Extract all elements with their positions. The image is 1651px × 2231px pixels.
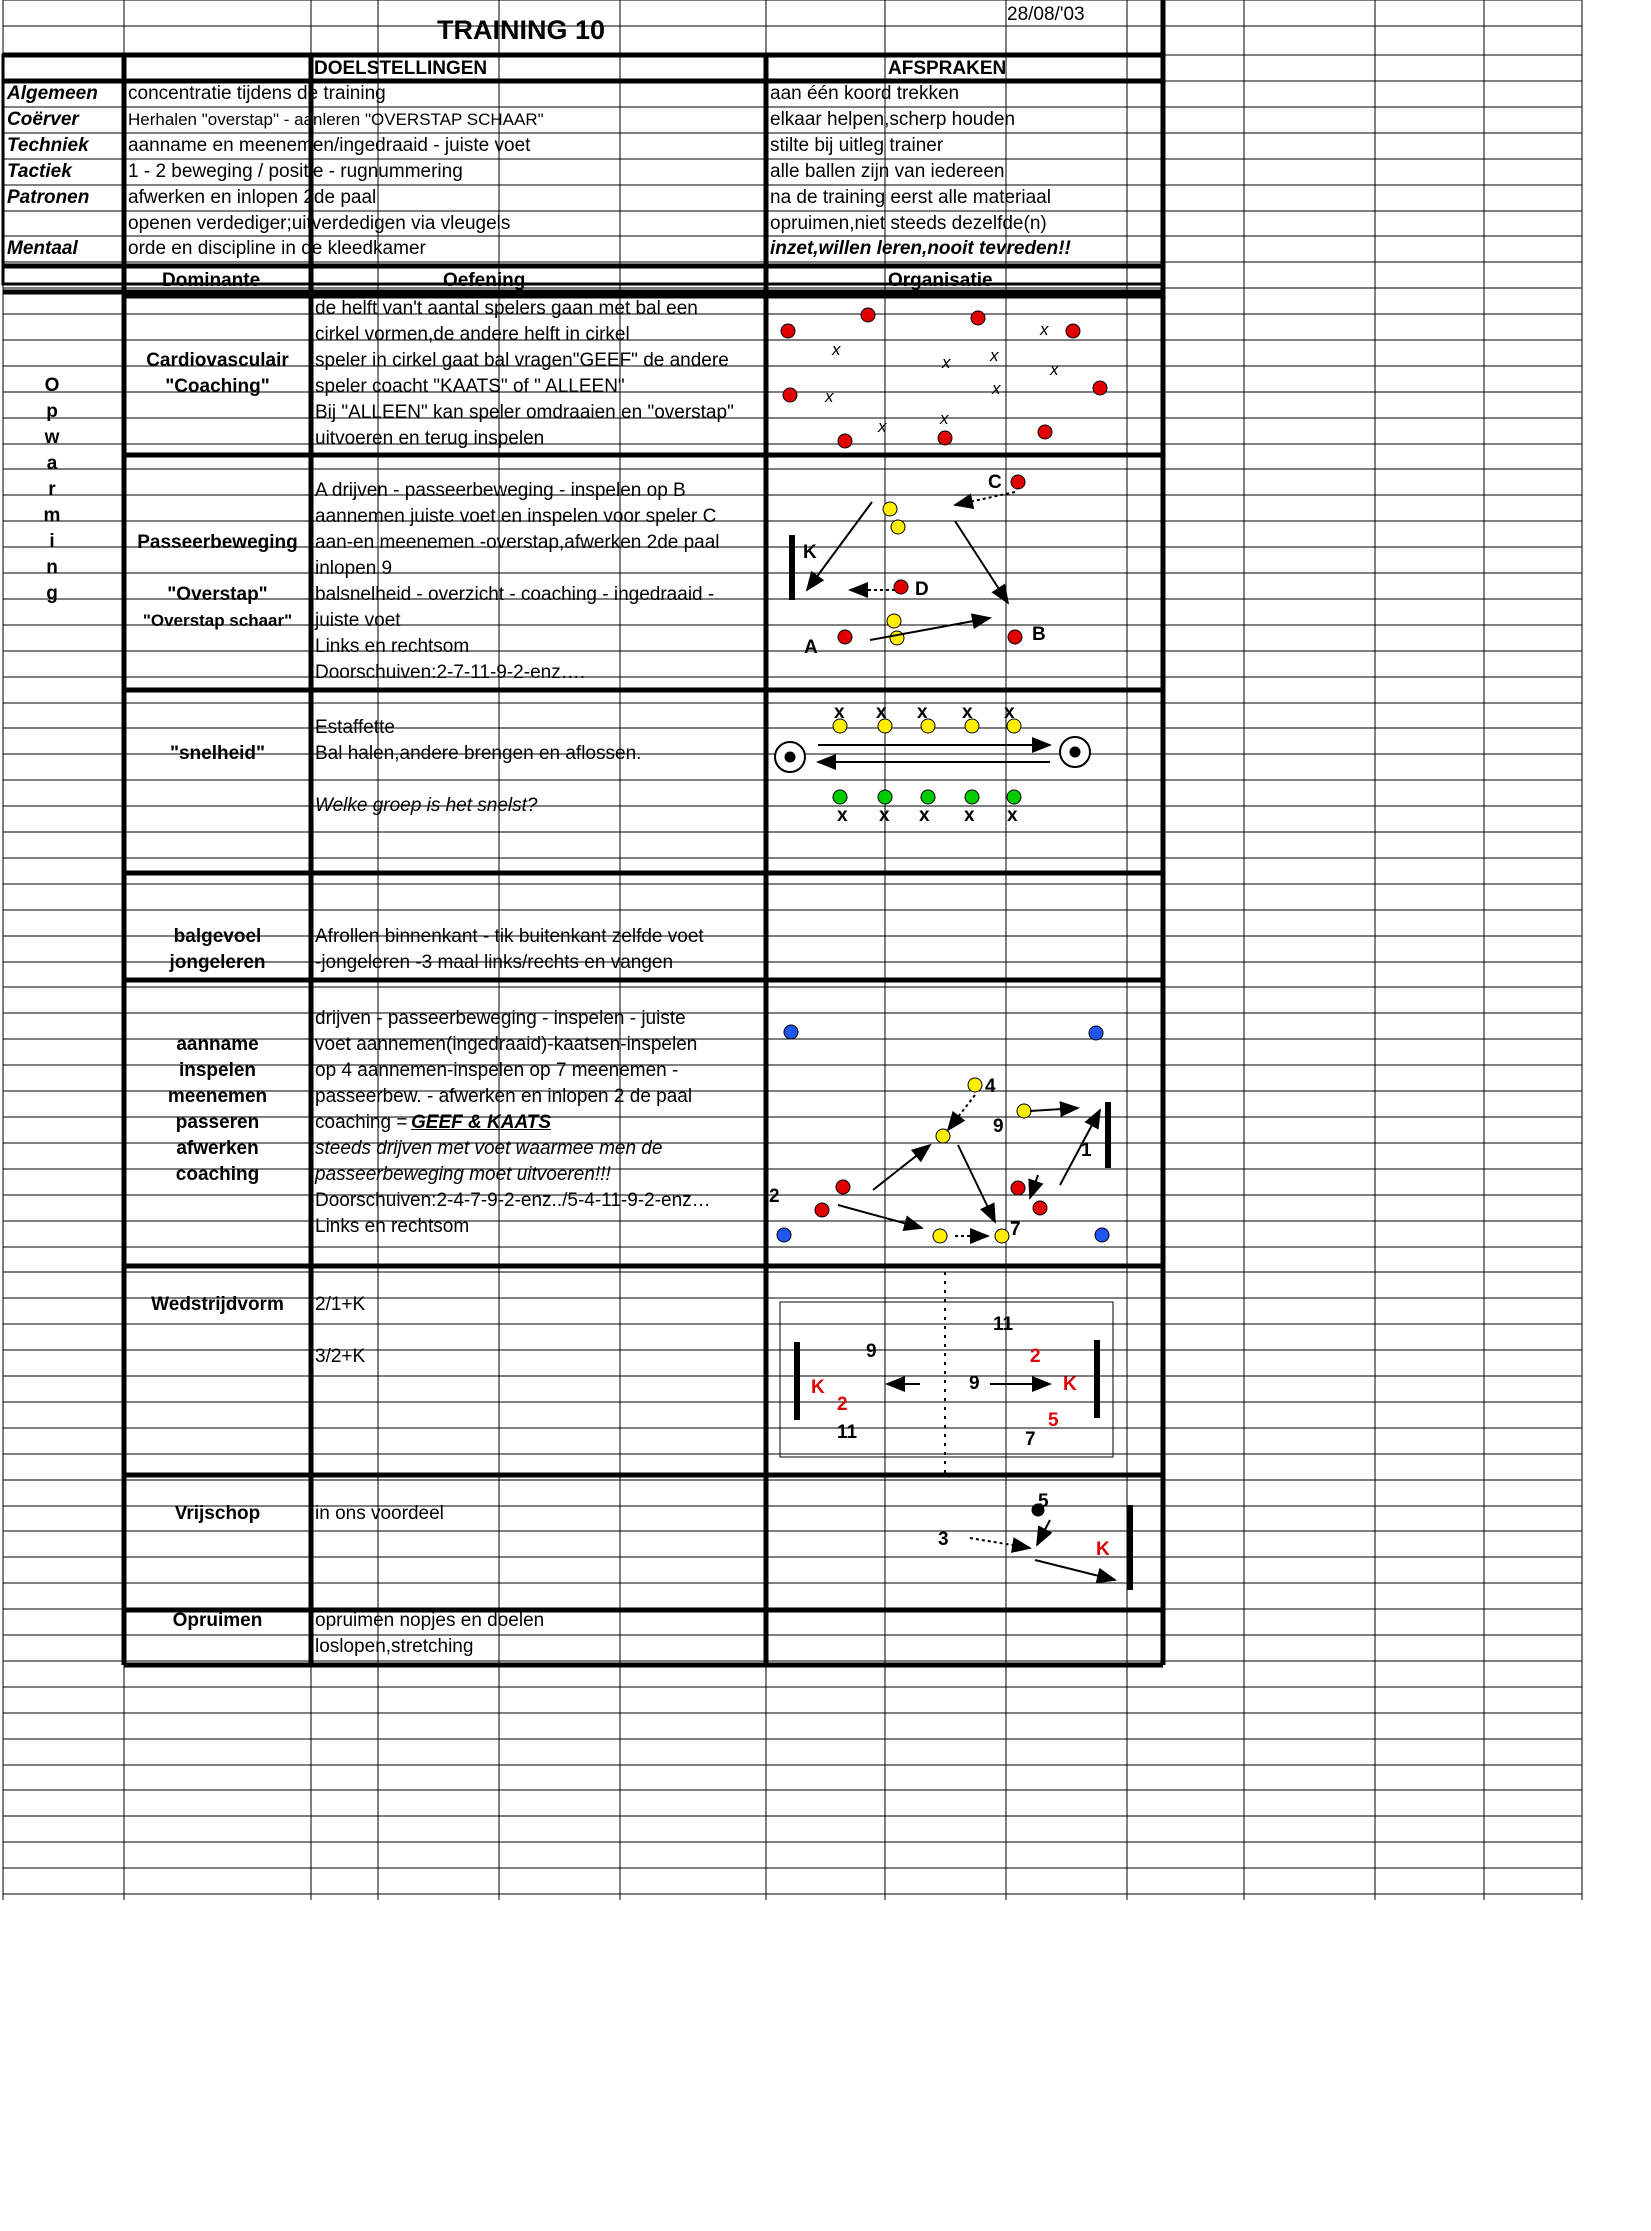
date-label: 28/08/'03 (1007, 4, 1085, 25)
diagram-label: x (992, 379, 1001, 398)
diagram-label: x (837, 805, 848, 826)
dominante-label: inspelen (178, 1060, 257, 1081)
opwarming-letter: O (44, 375, 60, 396)
oefening-line: 2/1+K (315, 1294, 366, 1315)
diagram-label: x (942, 353, 951, 372)
player-dot (971, 311, 985, 325)
oefening-line: cirkel vormen,de andere helft in cirkel (315, 324, 630, 345)
player-dot (933, 1229, 947, 1243)
dominante-label: jongeleren (169, 952, 266, 973)
afspraak-text: aan één koord trekken (770, 83, 960, 104)
dominante-label: Cardiovasculair (146, 350, 289, 371)
player-dot (783, 388, 797, 402)
afspraak-text: stilte bij uitleg trainer (770, 134, 944, 156)
dominante-label: balgevoel (173, 926, 262, 947)
player-dot (894, 580, 908, 594)
player-dot (968, 1078, 982, 1092)
opwarming-letter: a (46, 453, 58, 474)
goal-text: aanname en meenemen/ingedraaid - juiste voet (128, 134, 531, 156)
player-dot (1011, 475, 1025, 489)
arrow (838, 1205, 922, 1228)
goal-label: Patronen (7, 186, 90, 208)
oefening-line: uitvoeren en terug inspelen (315, 428, 545, 449)
goal-label: Coërver (7, 108, 79, 130)
dominante-label: Wedstrijdvorm (151, 1294, 284, 1315)
oefening-line: Estaffette (315, 717, 395, 738)
goal-text: openen verdediger;uitverdedigen via vleugels (128, 212, 511, 234)
player-dot (1011, 1181, 1025, 1195)
oefening-line: loslopen,stretching (315, 1636, 474, 1657)
oefening-line: -jongeleren -3 maal links/rechts en vangen (315, 952, 674, 973)
oefening-line: passeerbeweging moet uitvoeren!!! (315, 1164, 611, 1185)
dominante-label: coaching (175, 1164, 260, 1185)
player-dot (921, 790, 935, 804)
diagram-label: 7 (1010, 1219, 1021, 1240)
dominante-label: afwerken (176, 1138, 259, 1159)
diagram-label: 11 (837, 1422, 858, 1443)
diagram-label: 9 (969, 1373, 980, 1394)
opwarming-letter: r (48, 479, 56, 500)
afspraak-text: opruimen,niet steeds dezelfde(n) (770, 212, 1047, 234)
dominante-label: "snelheid" (169, 743, 266, 764)
dominante-label: "Overstap schaar" (142, 611, 293, 630)
player-dot (1070, 747, 1080, 757)
diagram-label: x (832, 340, 841, 359)
diagram-label: 1 (1081, 1140, 1092, 1161)
opwarming-letter: w (44, 427, 60, 448)
diagram-label: x (1007, 805, 1018, 826)
organisation-diagrams (769, 308, 1130, 1590)
goal-text: 1 - 2 beweging / positie - rugnummering (128, 160, 463, 182)
player-dot (965, 790, 979, 804)
dominante-label: "Overstap" (167, 584, 268, 605)
diagram-label: x (962, 702, 973, 723)
dominante-label: Passeerbeweging (137, 532, 298, 553)
diagram-label: x (878, 417, 887, 436)
opwarming-letter: i (49, 531, 55, 552)
diagram-label: K (1063, 1374, 1077, 1395)
diagram-label: x (825, 387, 834, 406)
player-dot (1093, 381, 1107, 395)
player-dot (936, 1129, 950, 1143)
arrow (948, 1095, 975, 1130)
diagram-label: A (804, 637, 818, 658)
player-dot (1007, 790, 1021, 804)
goal-text: concentratie tijdens de training (128, 83, 386, 104)
player-dot (883, 502, 897, 516)
goal-text: afwerken en inlopen 2de paal (128, 186, 377, 208)
arrow (1037, 1520, 1050, 1545)
player-dot (1033, 1201, 1047, 1215)
goal-label: Tactiek (7, 160, 72, 182)
player-dot (1038, 425, 1052, 439)
oefening-line: op 4 aannemen-inspelen op 7 meenemen - (315, 1060, 679, 1081)
opwarming-letter: g (46, 583, 58, 604)
goal-text: Herhalen "overstap" - aanleren "OVERSTAP SCHAAR" (128, 109, 544, 129)
diagram-label: x (964, 805, 975, 826)
oefening-line: Bij "ALLEEN" kan speler omdraaien en "overstap" (315, 402, 734, 423)
player-dot (781, 324, 795, 338)
player-dot (891, 520, 905, 534)
diagram-label: 3 (938, 1529, 949, 1550)
player-dot (833, 790, 847, 804)
player-dot (1017, 1104, 1031, 1118)
diagram-label: 2 (1030, 1346, 1041, 1367)
arrow (1060, 1110, 1100, 1185)
arrow (1035, 1560, 1115, 1580)
player-dot (1008, 630, 1022, 644)
diagram-label: 7 (1025, 1429, 1036, 1450)
diagram-label: 2 (837, 1394, 848, 1415)
player-dot (861, 308, 875, 322)
goal-text: orde en discipline in de kleedkamer (128, 238, 426, 260)
oefening-line: in ons voordeel (315, 1503, 444, 1524)
oefening-header: Oefening (443, 270, 526, 291)
player-dot (887, 614, 901, 628)
diagram-label: 5 (1048, 1410, 1059, 1431)
diagram-label: K (811, 1377, 825, 1398)
player-dot (836, 1180, 850, 1194)
arrow (955, 521, 1008, 603)
oefening-line: 3/2+K (315, 1346, 366, 1367)
diagram-label: 9 (993, 1116, 1004, 1137)
diagram-label: B (1032, 624, 1046, 645)
dominante-label: aanname (176, 1034, 259, 1055)
player-dot (995, 1229, 1009, 1243)
afspraak-text: elkaar helpen,scherp houden (770, 108, 1016, 130)
afspraak-text: na de training eerst alle materiaal (770, 186, 1051, 208)
goal-label: Techniek (7, 134, 89, 156)
oefening-line: speler in cirkel gaat bal vragen"GEEF" de andere (315, 350, 729, 371)
diagram-label: 5 (1038, 1491, 1049, 1512)
arrow (807, 502, 872, 590)
oefening-line: Welke groep is het snelst? (315, 795, 538, 816)
oefening-line: voet aannemen(ingedraaid)-kaatsen-inspelen (315, 1034, 698, 1055)
oefening-line: juiste voet (315, 610, 401, 631)
player-dot (1066, 324, 1080, 338)
dominante-label: "Coaching" (165, 376, 270, 397)
diagram-label: x (1004, 702, 1015, 723)
diagram-label: 2 (769, 1186, 780, 1207)
oefening-line: passeerbew. - afwerken en inlopen 2 de paal (315, 1086, 693, 1107)
diagram-label: x (879, 805, 890, 826)
player-dot (1095, 1228, 1109, 1242)
oefening-line: Afrollen binnenkant - tik buitenkant zelfde voet (315, 926, 704, 947)
diagram-label: K (1096, 1539, 1110, 1560)
oefening-line: aannemen juiste voet en inspelen voor speler C (315, 506, 717, 527)
oefening-line: Links en rechtsom (315, 1216, 470, 1237)
oefening-line: A drijven - passeerbeweging - inspelen op B (315, 480, 686, 501)
diagram-label: 4 (985, 1076, 996, 1097)
afspraak-text: alle ballen zijn van iedereen (770, 160, 1005, 182)
arrow (958, 1145, 995, 1222)
diagram-label: C (988, 472, 1002, 493)
player-dot (878, 790, 892, 804)
player-dot (838, 630, 852, 644)
oefening-line: de helft van't aantal spelers gaan met bal een (315, 298, 698, 319)
player-dot (815, 1203, 829, 1217)
oefening-line: steeds drijven met voet waarmee men de (315, 1138, 663, 1159)
goal-label: Algemeen (7, 83, 98, 104)
geef-kaats-text: GEEF & KAATS (411, 1112, 552, 1133)
diagram-label: x (917, 702, 928, 723)
dominante-header: Dominante (162, 270, 261, 291)
diagram-label: x (1050, 360, 1059, 379)
oefening-line: inlopen 9 (315, 558, 393, 579)
player-dot (938, 431, 952, 445)
player-dot (1089, 1026, 1103, 1040)
oefening-line: speler coacht "KAATS" of " ALLEEN" (315, 376, 625, 397)
oefening-line: Links en rechtsom (315, 636, 470, 657)
opwarming-letter: n (46, 557, 58, 578)
diagram-label: x (990, 346, 999, 365)
dominante-label: meenemen (167, 1086, 268, 1107)
player-dot (890, 631, 904, 645)
dominante-label: Opruimen (172, 1610, 263, 1631)
oefening-line: aan-en meenemen -overstap,afwerken 2de paal (315, 532, 720, 553)
afspraken-header: AFSPRAKEN (888, 58, 1007, 79)
oefening-line: balsnelheid - overzicht - coaching - ingedraaid - (315, 584, 715, 605)
oefening-line: Doorschuiven:2-4-7-9-2-enz../5-4-11-9-2-enz… (315, 1190, 711, 1211)
player-dot (777, 1228, 791, 1242)
diagram-label: x (919, 805, 930, 826)
arrow (1030, 1108, 1078, 1111)
oefening-line: opruimen nopjes en doelen (315, 1610, 545, 1631)
goal-label: Mentaal (7, 238, 78, 260)
diagram-label: 9 (866, 1341, 877, 1362)
diagram-label: x (876, 702, 887, 723)
doelstellingen-header: DOELSTELLINGEN (314, 58, 488, 79)
oefening-line: Doorschuiven:2-7-11-9-2-enz…. (315, 662, 585, 683)
oefening-line: drijven - passeerbeweging - inspelen - juiste (315, 1008, 686, 1029)
arrow (873, 1145, 930, 1190)
diagram-label: D (915, 579, 929, 600)
organisatie-header: Organisatie (888, 270, 993, 291)
afspraak-text: inzet,willen leren,nooit tevreden!! (770, 238, 1071, 260)
diagram-label: x (940, 409, 949, 428)
diagram-label: x (1040, 320, 1049, 339)
dominante-label: passeren (175, 1112, 260, 1133)
diagram-label: K (803, 542, 817, 563)
opwarming-letter: m (43, 505, 61, 526)
diagram-label: x (834, 702, 845, 723)
oefening-line: Bal halen,andere brengen en aflossen. (315, 743, 642, 764)
player-dot (784, 1025, 798, 1039)
diagram-label: 11 (993, 1314, 1014, 1335)
dominante-label: Vrijschop (174, 1503, 261, 1524)
arrow (970, 1538, 1030, 1548)
player-dot (785, 752, 795, 762)
player-dot (838, 434, 852, 448)
page-title: TRAINING 10 (437, 15, 606, 45)
opwarming-letter: p (46, 401, 58, 422)
oefening-line: coaching = (315, 1112, 408, 1133)
